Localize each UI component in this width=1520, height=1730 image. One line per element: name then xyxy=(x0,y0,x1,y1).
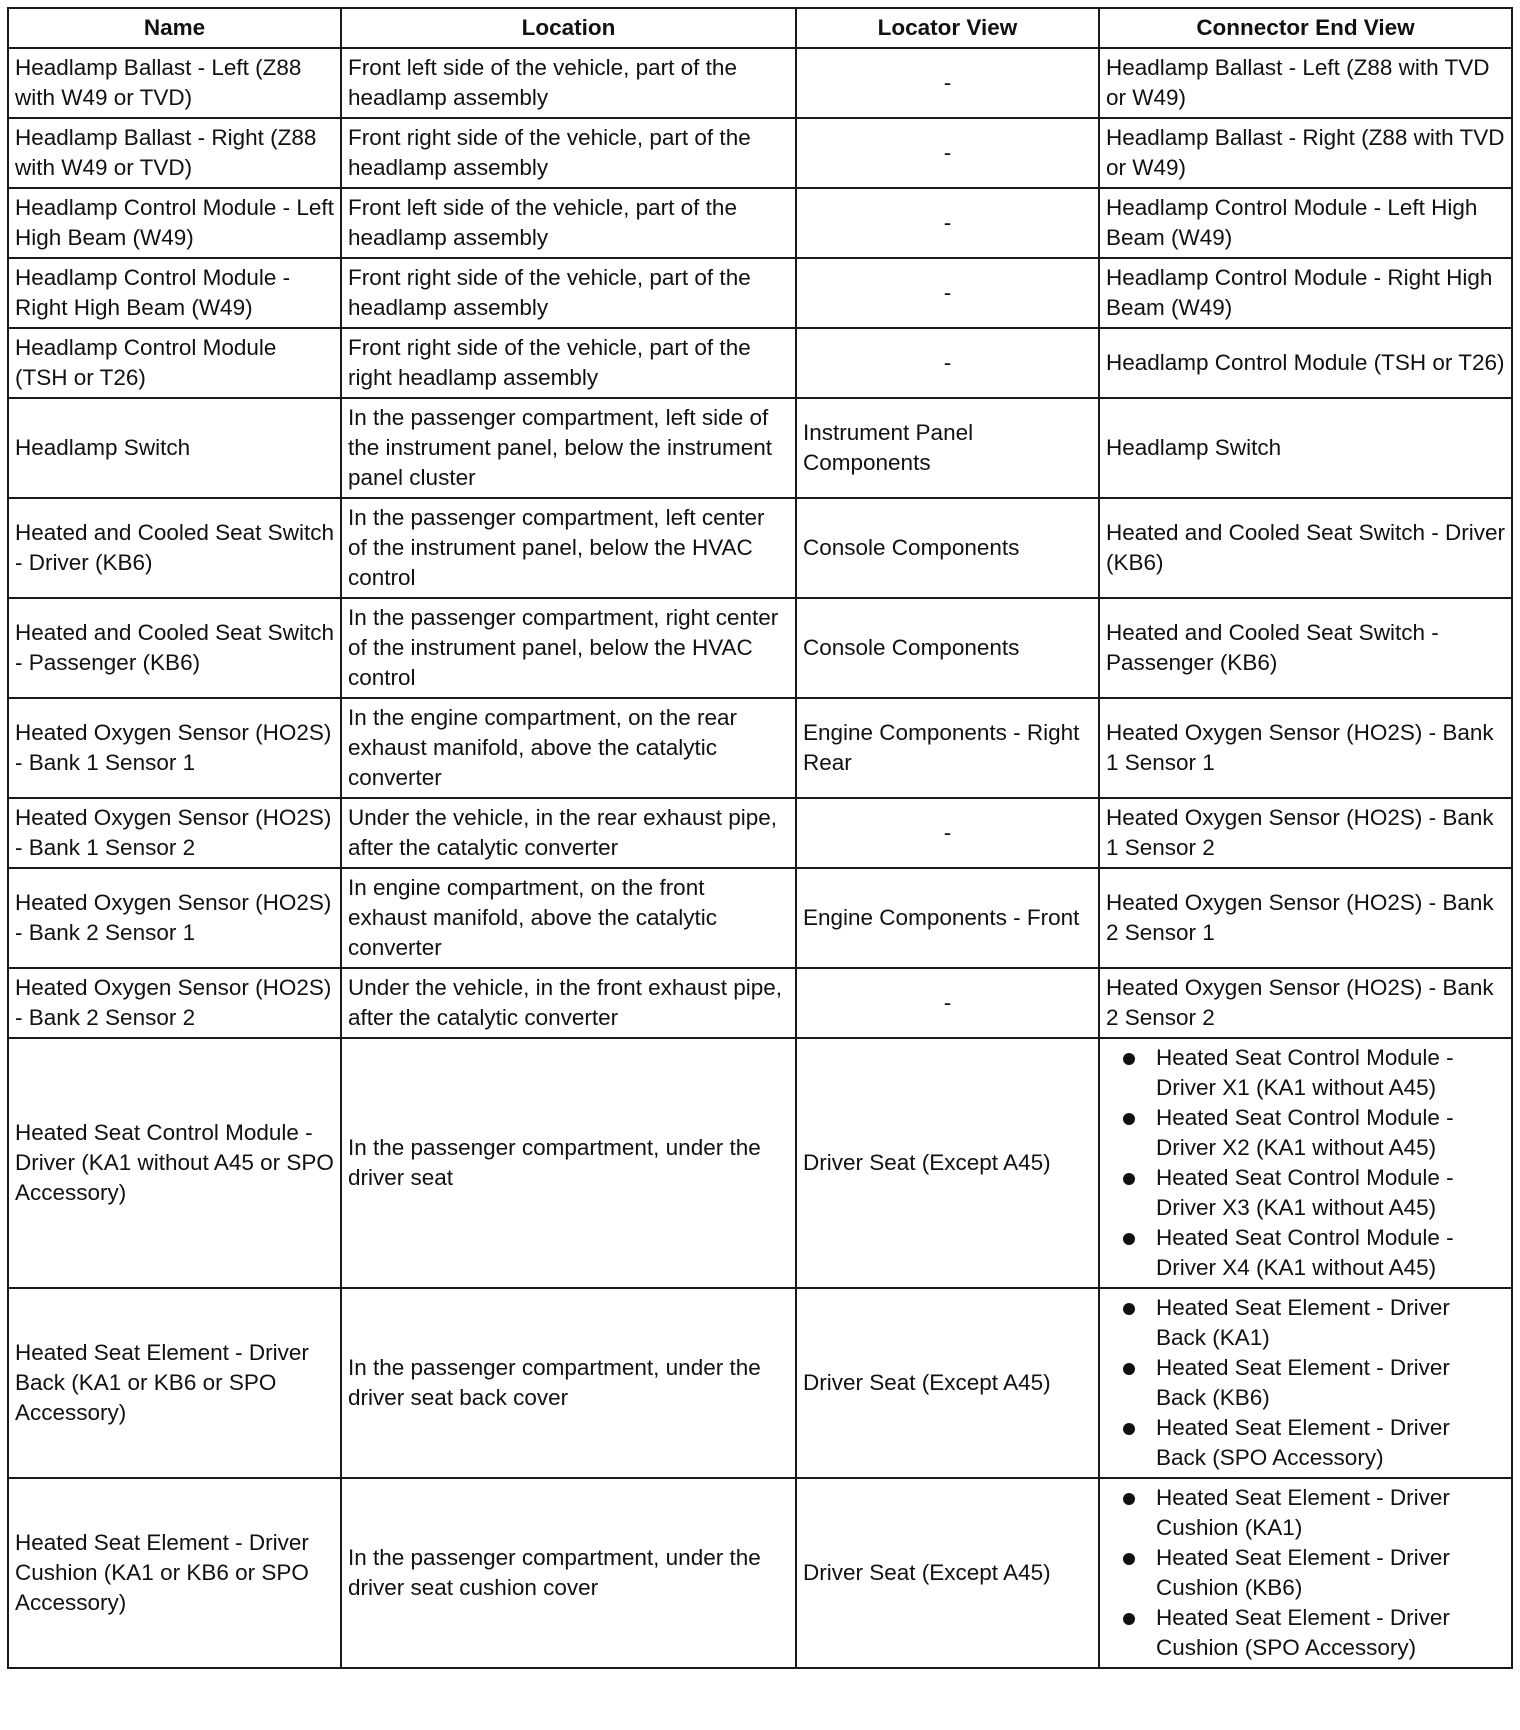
component-name-cell: Headlamp Ballast - Right (Z88 with W49 or TVD) xyxy=(8,118,341,188)
connector-list-item[interactable]: Heated Seat Element - Driver Back (KA1) xyxy=(1106,1293,1505,1353)
locator-view-cell: - xyxy=(796,328,1099,398)
location-cell: Under the vehicle, in the rear exhaust pipe, after the catalytic converter xyxy=(341,798,796,868)
locator-view-cell: - xyxy=(796,188,1099,258)
table-row xyxy=(8,328,1512,398)
connector-list-item[interactable]: Heated Seat Control Module - Driver X4 (KA1 without A45) xyxy=(1106,1223,1505,1283)
location-cell: In the passenger compartment, left side of the instrument panel, below the instrument panel cluster xyxy=(341,398,796,498)
locator-view-cell: - xyxy=(796,968,1099,1038)
component-name-cell: Headlamp Ballast - Left (Z88 with W49 or TVD) xyxy=(8,48,341,118)
component-table-container xyxy=(7,7,1513,1669)
connector-end-view-cell xyxy=(1099,258,1512,328)
table-row xyxy=(8,258,1512,328)
connector-end-view-link[interactable]: Headlamp Control Module - Left High Beam (W49) xyxy=(1106,195,1478,250)
header-connector-end-view: Connector End View xyxy=(1099,8,1512,48)
component-name-cell: Headlamp Control Module - Right High Beam (W49) xyxy=(8,258,341,328)
connector-end-view-cell xyxy=(1099,1288,1512,1478)
locator-view-cell: - xyxy=(796,258,1099,328)
connector-end-view-cell xyxy=(1099,798,1512,868)
location-cell: In the passenger compartment, under the driver seat back cover xyxy=(341,1288,796,1478)
locator-view-cell[interactable]: Engine Components - Front xyxy=(796,868,1099,968)
locator-view-cell: - xyxy=(796,118,1099,188)
component-name-cell: Headlamp Switch xyxy=(8,398,341,498)
table-row xyxy=(8,188,1512,258)
location-cell: In the passenger compartment, under the driver seat cushion cover xyxy=(341,1478,796,1668)
location-cell: In the passenger compartment, under the driver seat xyxy=(341,1038,796,1288)
table-row xyxy=(8,1038,1512,1288)
header-row xyxy=(8,8,1512,48)
connector-list xyxy=(1106,1483,1505,1663)
locator-view-cell[interactable]: Engine Components - Right Rear xyxy=(796,698,1099,798)
connector-end-view-cell xyxy=(1099,328,1512,398)
location-cell: Under the vehicle, in the front exhaust pipe, after the catalytic converter xyxy=(341,968,796,1038)
connector-end-view-link[interactable]: Heated Oxygen Sensor (HO2S) - Bank 1 Sensor 2 xyxy=(1106,805,1494,860)
locator-view-cell[interactable]: Console Components xyxy=(796,498,1099,598)
location-cell: In the passenger compartment, left center of the instrument panel, below the HVAC control xyxy=(341,498,796,598)
table-row xyxy=(8,598,1512,698)
locator-view-cell[interactable]: Instrument Panel Components xyxy=(796,398,1099,498)
connector-end-view-link[interactable]: Headlamp Control Module (TSH or T26) xyxy=(1106,350,1505,375)
table-row xyxy=(8,698,1512,798)
locator-view-cell: - xyxy=(796,48,1099,118)
table-row xyxy=(8,398,1512,498)
connector-list xyxy=(1106,1043,1505,1283)
connector-end-view-cell xyxy=(1099,1038,1512,1288)
locator-view-cell[interactable]: Driver Seat (Except A45) xyxy=(796,1038,1099,1288)
table-row xyxy=(8,868,1512,968)
component-locator-table xyxy=(7,7,1513,1669)
component-name-cell: Heated Oxygen Sensor (HO2S) - Bank 1 Sensor 1 xyxy=(8,698,341,798)
component-name-cell: Heated Seat Control Module - Driver (KA1 without A45 or SPO Accessory) xyxy=(8,1038,341,1288)
component-name-cell: Headlamp Control Module - Left High Beam (W49) xyxy=(8,188,341,258)
component-name-cell: Heated Oxygen Sensor (HO2S) - Bank 2 Sensor 1 xyxy=(8,868,341,968)
locator-view-cell[interactable]: Driver Seat (Except A45) xyxy=(796,1478,1099,1668)
connector-list-item[interactable]: Heated Seat Element - Driver Back (SPO Accessory) xyxy=(1106,1413,1505,1473)
component-name-cell: Heated and Cooled Seat Switch - Driver (KB6) xyxy=(8,498,341,598)
connector-end-view-link[interactable]: Headlamp Ballast - Left (Z88 with TVD or W49) xyxy=(1106,55,1490,110)
table-row xyxy=(8,1288,1512,1478)
table-row xyxy=(8,798,1512,868)
component-name-cell: Heated Seat Element - Driver Back (KA1 or KB6 or SPO Accessory) xyxy=(8,1288,341,1478)
connector-list-item[interactable]: Heated Seat Control Module - Driver X1 (KA1 without A45) xyxy=(1106,1043,1505,1103)
connector-list-item[interactable]: Heated Seat Control Module - Driver X3 (KA1 without A45) xyxy=(1106,1163,1505,1223)
connector-end-view-cell xyxy=(1099,598,1512,698)
header-locator-view: Locator View xyxy=(796,8,1099,48)
connector-list xyxy=(1106,1293,1505,1473)
connector-end-view-cell xyxy=(1099,498,1512,598)
table-row xyxy=(8,118,1512,188)
connector-end-view-cell xyxy=(1099,968,1512,1038)
connector-end-view-link[interactable]: Heated Oxygen Sensor (HO2S) - Bank 2 Sensor 1 xyxy=(1106,890,1494,945)
connector-end-view-cell xyxy=(1099,188,1512,258)
location-cell: In the engine compartment, on the rear exhaust manifold, above the catalytic converter xyxy=(341,698,796,798)
table-body xyxy=(8,48,1512,1668)
connector-list-item[interactable]: Heated Seat Element - Driver Cushion (SPO Accessory) xyxy=(1106,1603,1505,1663)
location-cell: Front left side of the vehicle, part of the headlamp assembly xyxy=(341,188,796,258)
connector-end-view-link[interactable]: Heated and Cooled Seat Switch - Driver (KB6) xyxy=(1106,520,1505,575)
connector-end-view-cell xyxy=(1099,1478,1512,1668)
locator-view-cell[interactable]: Console Components xyxy=(796,598,1099,698)
table-header xyxy=(8,8,1512,48)
table-row xyxy=(8,48,1512,118)
connector-end-view-cell xyxy=(1099,48,1512,118)
connector-end-view-link[interactable]: Heated Oxygen Sensor (HO2S) - Bank 1 Sensor 1 xyxy=(1106,720,1494,775)
connector-list-item[interactable]: Heated Seat Element - Driver Cushion (KB6) xyxy=(1106,1543,1505,1603)
locator-view-cell: - xyxy=(796,798,1099,868)
location-cell: In the passenger compartment, right center of the instrument panel, below the HVAC control xyxy=(341,598,796,698)
connector-list-item[interactable]: Heated Seat Element - Driver Cushion (KA1) xyxy=(1106,1483,1505,1543)
component-name-cell: Heated Oxygen Sensor (HO2S) - Bank 2 Sensor 2 xyxy=(8,968,341,1038)
table-row xyxy=(8,968,1512,1038)
component-name-cell: Heated and Cooled Seat Switch - Passenger (KB6) xyxy=(8,598,341,698)
header-name: Name xyxy=(8,8,341,48)
connector-end-view-cell xyxy=(1099,698,1512,798)
location-cell: Front right side of the vehicle, part of the headlamp assembly xyxy=(341,258,796,328)
connector-list-item[interactable]: Heated Seat Control Module - Driver X2 (KA1 without A45) xyxy=(1106,1103,1505,1163)
connector-end-view-link[interactable]: Heated Oxygen Sensor (HO2S) - Bank 2 Sensor 2 xyxy=(1106,975,1494,1030)
table-row xyxy=(8,498,1512,598)
location-cell: Front right side of the vehicle, part of the right headlamp assembly xyxy=(341,328,796,398)
connector-end-view-link[interactable]: Headlamp Control Module - Right High Beam (W49) xyxy=(1106,265,1493,320)
component-name-cell: Heated Seat Element - Driver Cushion (KA1 or KB6 or SPO Accessory) xyxy=(8,1478,341,1668)
location-cell: Front right side of the vehicle, part of the headlamp assembly xyxy=(341,118,796,188)
component-name-cell: Heated Oxygen Sensor (HO2S) - Bank 1 Sensor 2 xyxy=(8,798,341,868)
component-name-cell: Headlamp Control Module (TSH or T26) xyxy=(8,328,341,398)
connector-end-view-link[interactable]: Heated and Cooled Seat Switch - Passenger (KB6) xyxy=(1106,620,1439,675)
connector-list-item[interactable]: Heated Seat Element - Driver Back (KB6) xyxy=(1106,1353,1505,1413)
connector-end-view-cell xyxy=(1099,868,1512,968)
connector-end-view-link[interactable]: Headlamp Ballast - Right (Z88 with TVD or W49) xyxy=(1106,125,1505,180)
table-row xyxy=(8,1478,1512,1668)
connector-end-view-cell xyxy=(1099,398,1512,498)
connector-end-view-link[interactable]: Headlamp Switch xyxy=(1106,435,1282,460)
locator-view-cell[interactable]: Driver Seat (Except A45) xyxy=(796,1288,1099,1478)
location-cell: In engine compartment, on the front exhaust manifold, above the catalytic converter xyxy=(341,868,796,968)
connector-end-view-cell xyxy=(1099,118,1512,188)
location-cell: Front left side of the vehicle, part of the headlamp assembly xyxy=(341,48,796,118)
header-location: Location xyxy=(341,8,796,48)
